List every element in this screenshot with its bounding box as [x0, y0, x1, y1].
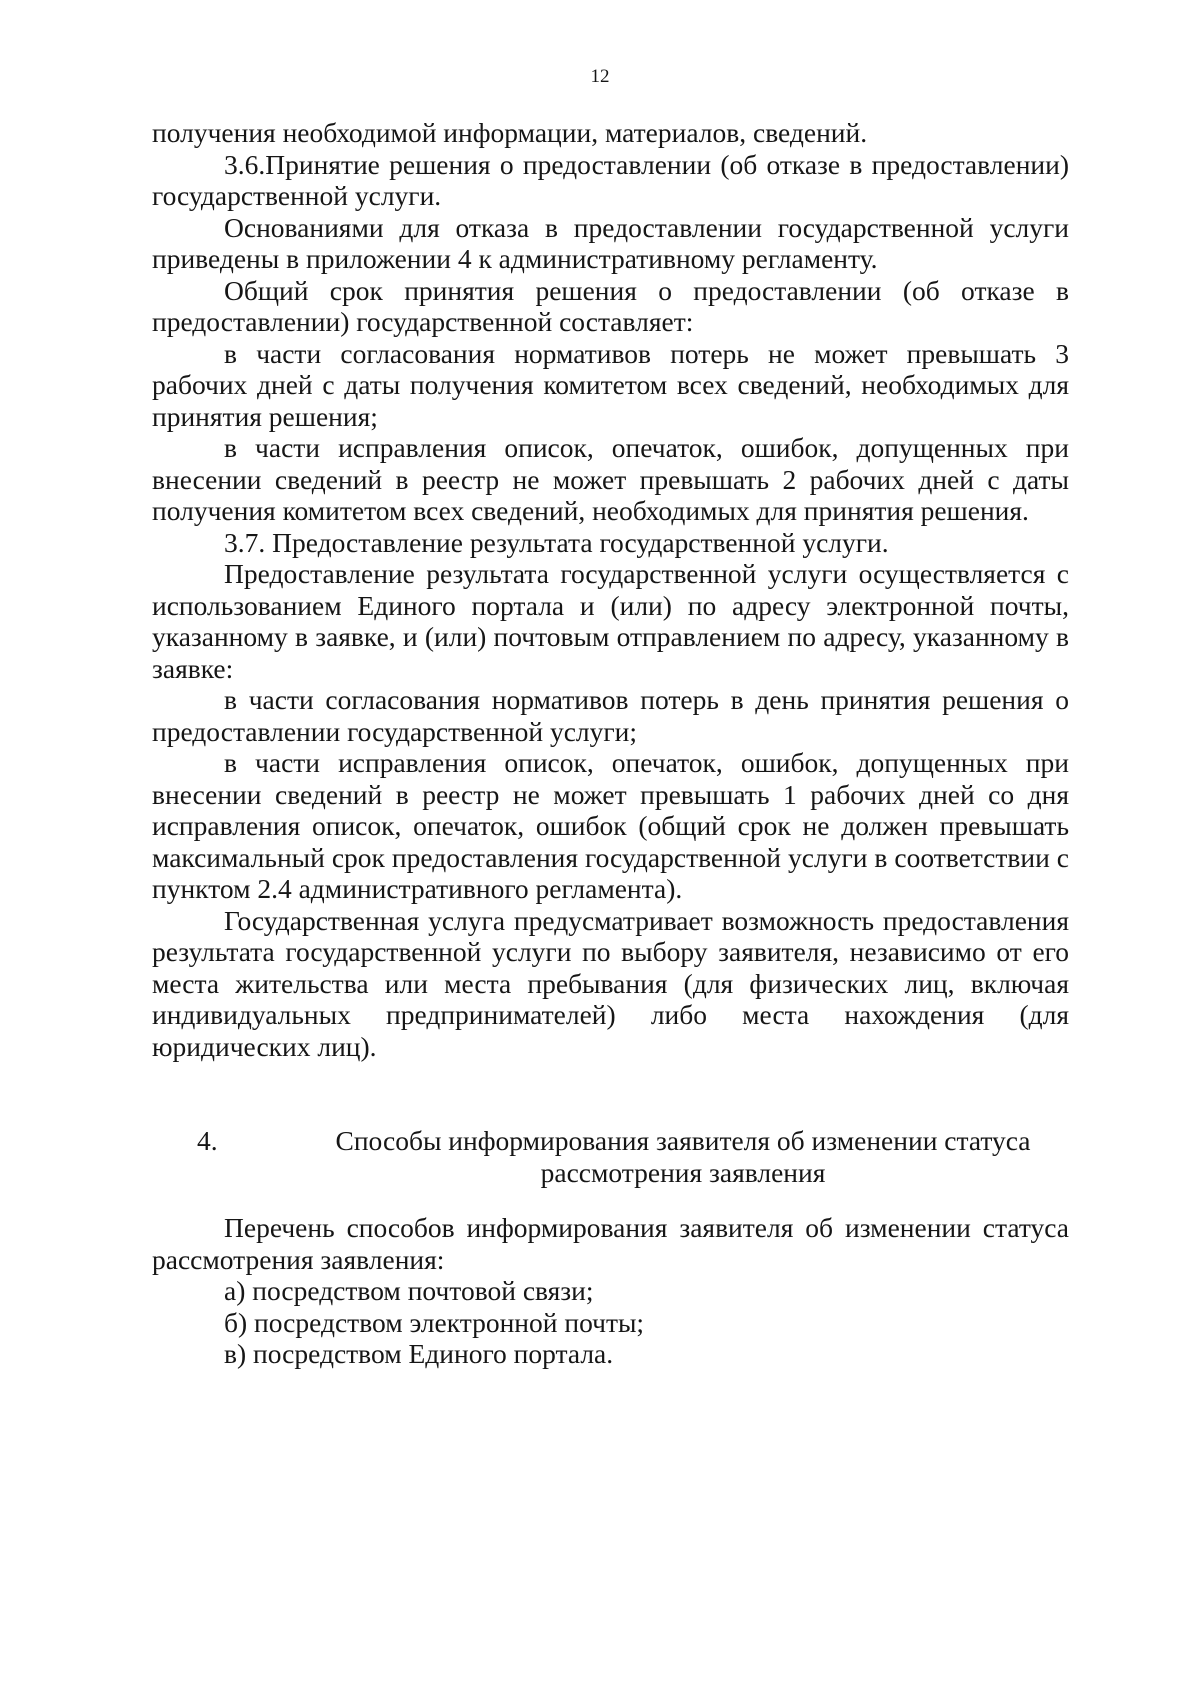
paragraph-4: Общий срок принятия решения о предоставлении (об отказе в предоставлении) государственной составляет:: [152, 274, 1069, 337]
paragraph-10: в части исправления описок, опечаток, ошибок, допущенных при внесении сведений в реестр не может превышать 1 рабочих дней со дня исправления описок, опечаток, ошибок (общий срок не должен превышать максимальный срок предоставления государственной услуги в соответствии с пунктом 2.4 административного регламента).: [152, 747, 1069, 904]
paragraph-5: в части согласования нормативов потерь не может превышать 3 рабочих дней с даты получения комитетом всех сведений, необходимых для принятия решения;: [152, 337, 1069, 432]
paragraph-3: Основаниями для отказа в предоставлении государственной услуги приведены в приложении 4 к административному регламенту.: [152, 211, 1069, 274]
paragraph-7: 3.7. Предоставление результата государственной услуги.: [224, 526, 889, 558]
paragraph-1: получения необходимой информации, материалов, сведений.: [152, 117, 868, 148]
paragraph-8: Предоставление результата государственной услуги осуществляется с использованием Единого портала и (или) по адресу электронной почты, указанному в заявке, и (или) почтовым отправлением по адресу, указанному в заявке:: [152, 558, 1069, 684]
list-item: б) посредством электронной почты;: [224, 1306, 645, 1338]
paragraph-6: в части исправления описок, опечаток, ошибок, допущенных при внесении сведений в реестр не может превышать 2 рабочих дней с даты получения комитетом всех сведений, необходимых для принятия решения.: [152, 432, 1069, 526]
section-number: 4.: [197, 1125, 218, 1156]
paragraph-9: в части согласования нормативов потерь в день принятия решения о предоставлении государственной услуги;: [152, 684, 1069, 747]
list-item: а) посредством почтовой связи;: [224, 1275, 594, 1306]
paragraph-11: Государственная услуга предусматривает возможность предоставления результата государственной услуги по выбору заявителя, независимо от его места жительства или места пребывания (для физических лиц, включая индивидуальных предпринимателей) либо места нахождения (для юридических лиц).: [152, 904, 1069, 1062]
list-item: в) посредством Единого портала.: [224, 1338, 614, 1369]
page-number: 12: [590, 66, 610, 87]
list-block: [152, 1212, 1069, 1370]
section-heading: [152, 1125, 1069, 1189]
paragraph-2: 3.6.Принятие решения о предоставлении (об отказе в предоставлении) государственной услуги.: [152, 148, 1069, 211]
section-title: Способы информирования заявителя об изменении статуса рассмотрения заявления: [335, 1125, 1031, 1188]
body-text: [152, 117, 1069, 1062]
list-intro: Перечень способов информирования заявителя об изменении статуса рассмотрения заявления:: [152, 1212, 1069, 1275]
